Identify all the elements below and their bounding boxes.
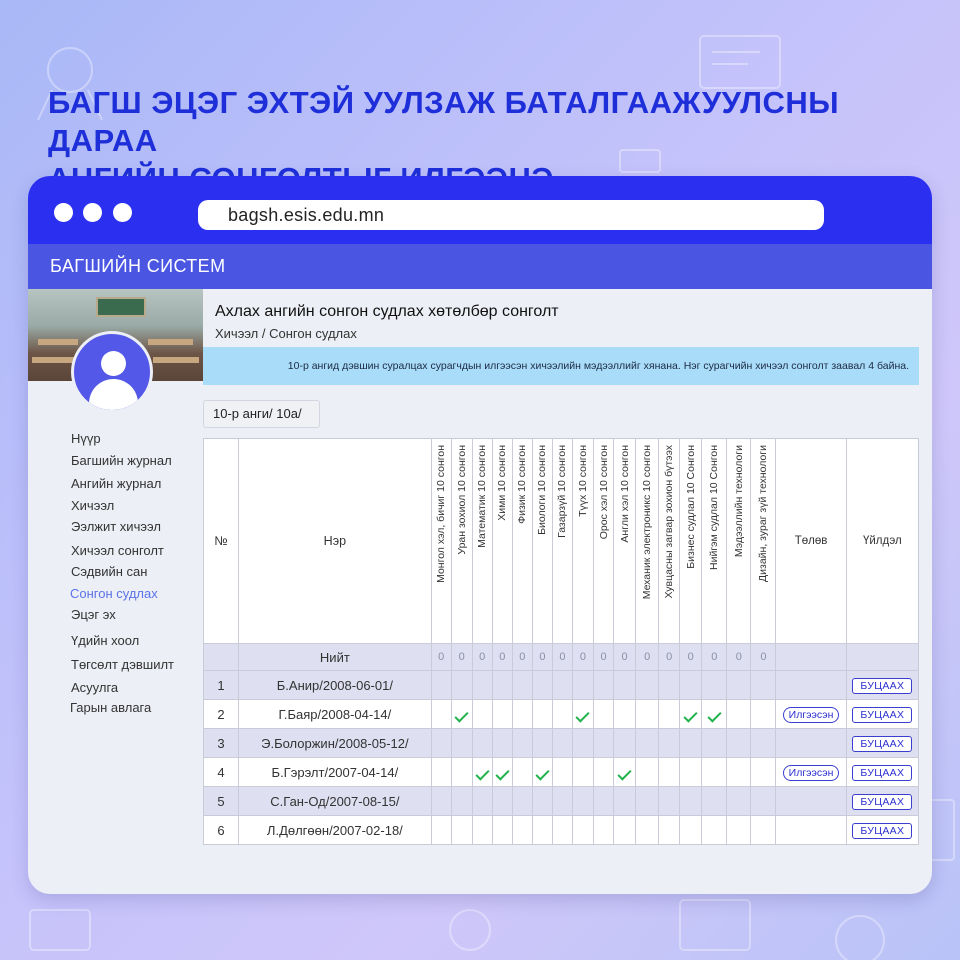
subject-cell (451, 671, 472, 700)
check-icon (684, 708, 698, 722)
col-status-header: Төлөв (776, 439, 846, 644)
subject-label: Уран зохиол 10 сонгон (455, 445, 468, 555)
subject-cell (594, 729, 614, 758)
col-subject-header (594, 439, 614, 644)
subject-cell (532, 758, 552, 787)
subject-cell (572, 671, 593, 700)
table-row (204, 671, 919, 700)
col-action-header: Үйлдэл (846, 439, 918, 644)
subject-cell (492, 700, 512, 729)
sidebar-item-parents[interactable]: Эцэг эх (71, 607, 116, 622)
status-cell (776, 816, 846, 845)
col-name-header: Нэр (239, 439, 432, 644)
subject-cell (680, 816, 702, 845)
table-row (204, 729, 919, 758)
col-subject-header (431, 439, 451, 644)
subject-cell (614, 787, 636, 816)
total-empty-cell (846, 644, 918, 671)
action-cell (846, 729, 918, 758)
subject-label: Монгол хэл, бичиг 10 сонгон (435, 445, 448, 583)
subject-cell (492, 671, 512, 700)
subject-label: Дизайн, зураг зүй технологи (757, 445, 770, 582)
subject-cell (594, 671, 614, 700)
subject-cell (512, 816, 532, 845)
subject-cell (614, 758, 636, 787)
total-count: 0 (431, 644, 451, 671)
check-icon (535, 766, 549, 780)
subject-cell (751, 700, 776, 729)
subject-cell (552, 729, 572, 758)
row-number: 4 (204, 758, 239, 787)
elective-table (203, 438, 919, 845)
sidebar-item-home[interactable]: Нүүр (71, 431, 101, 446)
table-row (204, 816, 919, 845)
subject-cell (727, 816, 751, 845)
col-subject-header (680, 439, 702, 644)
subject-cell (702, 700, 727, 729)
check-icon (475, 766, 489, 780)
sidebar-item-lessons[interactable]: Хичээл (71, 498, 115, 513)
subject-cell (572, 787, 593, 816)
subject-cell (492, 758, 512, 787)
return-button[interactable]: БУЦААХ (852, 736, 912, 752)
total-empty-cell (204, 644, 239, 671)
subject-cell (572, 816, 593, 845)
subject-cell (727, 787, 751, 816)
subject-cell (512, 758, 532, 787)
sidebar-item-lesson-selection[interactable]: Хичээл сонголт (71, 543, 164, 558)
sidebar-item-survey[interactable]: Асуулга (71, 680, 119, 695)
subject-cell (702, 816, 727, 845)
row-number: 3 (204, 729, 239, 758)
window-dot-icon[interactable] (83, 203, 102, 222)
student-name: Б.Анир/2008-06-01/ (239, 671, 432, 700)
subject-cell (532, 816, 552, 845)
browser-window (28, 176, 932, 894)
subject-label: Бизнес судлал 10 Сонгон (684, 445, 697, 569)
total-count: 0 (680, 644, 702, 671)
subject-cell (659, 700, 680, 729)
sidebar-item-teacher-journal[interactable]: Багшийн журнал (71, 453, 172, 468)
check-icon (455, 708, 469, 722)
user-icon (101, 351, 126, 376)
subject-cell (552, 671, 572, 700)
check-icon (617, 766, 631, 780)
subject-cell (492, 816, 512, 845)
status-badge: Илгээсэн (783, 765, 840, 781)
subject-cell (594, 787, 614, 816)
total-count: 0 (472, 644, 492, 671)
subject-cell (572, 700, 593, 729)
total-count: 0 (572, 644, 593, 671)
browser-titlebar (28, 176, 932, 244)
subject-cell (680, 787, 702, 816)
col-subject-header (636, 439, 659, 644)
action-cell (846, 787, 918, 816)
subject-cell (636, 787, 659, 816)
subject-cell (552, 787, 572, 816)
subject-label: Физик 10 сонгон (516, 445, 529, 524)
sidebar-item-regular-lessons[interactable]: Ээлжит хичээл (71, 519, 161, 534)
subject-cell (512, 671, 532, 700)
subject-cell (680, 671, 702, 700)
status-cell (776, 758, 846, 787)
total-row (204, 644, 919, 671)
col-subject-header (659, 439, 680, 644)
subject-cell (451, 700, 472, 729)
total-count: 0 (659, 644, 680, 671)
status-cell (776, 700, 846, 729)
subject-cell (614, 729, 636, 758)
table-row (204, 758, 919, 787)
sidebar-item-manual[interactable]: Гарын авлага (70, 700, 152, 715)
total-count: 0 (751, 644, 776, 671)
window-dot-icon[interactable] (54, 203, 73, 222)
return-button[interactable]: БУЦААХ (852, 678, 912, 694)
subject-cell (702, 729, 727, 758)
class-selector[interactable]: 10-р анги/ 10а/ (203, 400, 320, 428)
subject-cell (431, 758, 451, 787)
subject-cell (659, 787, 680, 816)
subject-cell (702, 787, 727, 816)
subject-cell (636, 729, 659, 758)
window-dot-icon[interactable] (113, 203, 132, 222)
subject-cell (680, 700, 702, 729)
total-count: 0 (727, 644, 751, 671)
subject-cell (659, 816, 680, 845)
info-banner: 10-р ангид дэвшин суралцах сурагчдын илгээсэн хичээлийн мэдээллийг хянана. Нэг сурагчийн хичээл сонголт заавал 4 байна. (203, 347, 919, 385)
col-subject-header (532, 439, 552, 644)
subject-cell (472, 671, 492, 700)
total-count: 0 (552, 644, 572, 671)
subject-cell (451, 787, 472, 816)
row-number: 1 (204, 671, 239, 700)
col-subject-header (472, 439, 492, 644)
sidebar-item-electives[interactable]: Сонгон судлах (70, 586, 158, 601)
table-row (204, 700, 919, 729)
sidebar-item-topic-bank[interactable]: Сэдвийн сан (71, 564, 148, 579)
subject-cell (512, 787, 532, 816)
col-subject-header (614, 439, 636, 644)
subject-cell (751, 758, 776, 787)
subject-cell (431, 729, 451, 758)
subject-cell (532, 671, 552, 700)
subject-cell (614, 816, 636, 845)
student-name: Э.Болоржин/2008-05-12/ (239, 729, 432, 758)
subject-cell (751, 787, 776, 816)
total-count: 0 (636, 644, 659, 671)
subject-cell (492, 729, 512, 758)
status-cell (776, 787, 846, 816)
subject-label: Хими 10 сонгон (496, 445, 509, 521)
subject-cell (594, 700, 614, 729)
subject-cell (751, 729, 776, 758)
col-subject-header (552, 439, 572, 644)
col-subject-header (492, 439, 512, 644)
action-cell (846, 671, 918, 700)
subject-cell (431, 671, 451, 700)
action-cell (846, 700, 918, 729)
main-content (203, 289, 932, 894)
subject-cell (451, 816, 472, 845)
subject-cell (727, 758, 751, 787)
subject-cell (636, 816, 659, 845)
subject-cell (636, 758, 659, 787)
table-header (204, 439, 919, 644)
return-button[interactable]: БУЦААХ (852, 707, 912, 723)
subject-cell (659, 758, 680, 787)
headline-line-1: БАГШ ЭЦЭГ ЭХТЭЙ УУЛЗАЖ БАТАЛГААЖУУЛСНЫ ДАРАА (48, 85, 840, 158)
subject-cell (532, 729, 552, 758)
subject-cell (680, 729, 702, 758)
sidebar-item-lunch[interactable]: Үдийн хоол (71, 633, 140, 648)
subject-cell (702, 671, 727, 700)
subject-label: Математик 10 сонгон (476, 445, 489, 548)
student-name: С.Ган-Од/2007-08-15/ (239, 787, 432, 816)
action-cell (846, 758, 918, 787)
subject-cell (451, 758, 472, 787)
subject-cell (532, 700, 552, 729)
total-count: 0 (492, 644, 512, 671)
row-number: 5 (204, 787, 239, 816)
sidebar-item-graduation[interactable]: Төгсөлт дэвшилт (71, 657, 175, 672)
total-count: 0 (594, 644, 614, 671)
subject-label: Хувцасны загвар зохион бүтээх (663, 445, 676, 599)
subject-cell (572, 758, 593, 787)
subject-cell (472, 700, 492, 729)
total-label: Нийт (239, 644, 432, 671)
subject-label: Газарзүй 10 сонгон (556, 445, 569, 538)
status-cell (776, 671, 846, 700)
return-button[interactable]: БУЦААХ (852, 765, 912, 781)
subject-cell (552, 816, 572, 845)
subject-cell (512, 729, 532, 758)
blackboard-icon (96, 297, 146, 317)
col-number-header: № (204, 439, 239, 644)
subject-cell (512, 700, 532, 729)
status-cell (776, 729, 846, 758)
subject-cell (431, 700, 451, 729)
col-subject-header (727, 439, 751, 644)
page-title: Ахлах ангийн сонгон судлах хөтөлбөр сонголт (215, 303, 559, 320)
col-subject-header (451, 439, 472, 644)
subject-cell (751, 671, 776, 700)
subject-label: Мэдээллийн технологи (732, 445, 745, 558)
subject-label: Орос хэл 10 сонгон (597, 445, 610, 540)
subject-cell (680, 758, 702, 787)
col-subject-header (572, 439, 593, 644)
subject-cell (751, 816, 776, 845)
col-subject-header (702, 439, 727, 644)
student-name: Б.Гэрэлт/2007-04-14/ (239, 758, 432, 787)
subject-cell (472, 758, 492, 787)
subject-cell (727, 729, 751, 758)
row-number: 6 (204, 816, 239, 845)
total-count: 0 (512, 644, 532, 671)
subject-cell (572, 729, 593, 758)
subject-cell (614, 700, 636, 729)
subject-cell (659, 729, 680, 758)
return-button[interactable]: БУЦААХ (852, 794, 912, 810)
subject-label: Нийгэм судлал 10 Сонгон (708, 445, 721, 570)
subject-cell (552, 700, 572, 729)
subject-label: Механик электроникс 10 сонгон (641, 445, 654, 600)
subject-cell (702, 758, 727, 787)
subject-cell (614, 671, 636, 700)
total-count: 0 (532, 644, 552, 671)
subject-cell (472, 729, 492, 758)
col-subject-header (751, 439, 776, 644)
row-number: 2 (204, 700, 239, 729)
address-bar[interactable]: bagsh.esis.edu.mn (198, 200, 824, 230)
subject-cell (636, 700, 659, 729)
check-icon (495, 766, 509, 780)
subject-cell (636, 671, 659, 700)
subject-cell (659, 671, 680, 700)
return-button[interactable]: БУЦААХ (852, 823, 912, 839)
subject-cell (451, 729, 472, 758)
subject-label: Биологи 10 сонгон (536, 445, 549, 535)
subject-label: Англи хэл 10 сонгон (618, 445, 631, 543)
subject-cell (552, 758, 572, 787)
subject-cell (727, 700, 751, 729)
subject-cell (431, 787, 451, 816)
subject-label: Түүх 10 сонгон (576, 445, 589, 517)
student-name: Г.Баяр/2008-04-14/ (239, 700, 432, 729)
action-cell (846, 816, 918, 845)
sidebar (28, 289, 203, 894)
system-title: БАГШИЙН СИСТЕМ (28, 244, 932, 289)
subject-cell (472, 816, 492, 845)
avatar[interactable] (71, 331, 153, 413)
subject-cell (594, 816, 614, 845)
total-count: 0 (702, 644, 727, 671)
total-empty-cell (776, 644, 846, 671)
subject-cell (431, 816, 451, 845)
subject-cell (727, 671, 751, 700)
subject-cell (492, 787, 512, 816)
subject-cell (532, 787, 552, 816)
check-icon (707, 708, 721, 722)
table-row (204, 787, 919, 816)
breadcrumb: Хичээл / Сонгон судлах (215, 326, 357, 341)
total-count: 0 (614, 644, 636, 671)
student-name: Л.Дөлгөөн/2007-02-18/ (239, 816, 432, 845)
sidebar-item-class-journal[interactable]: Ангийн журнал (71, 476, 162, 491)
col-subject-header (512, 439, 532, 644)
subject-cell (472, 787, 492, 816)
status-badge: Илгээсэн (783, 707, 840, 723)
total-count: 0 (451, 644, 472, 671)
subject-cell (594, 758, 614, 787)
check-icon (576, 708, 590, 722)
